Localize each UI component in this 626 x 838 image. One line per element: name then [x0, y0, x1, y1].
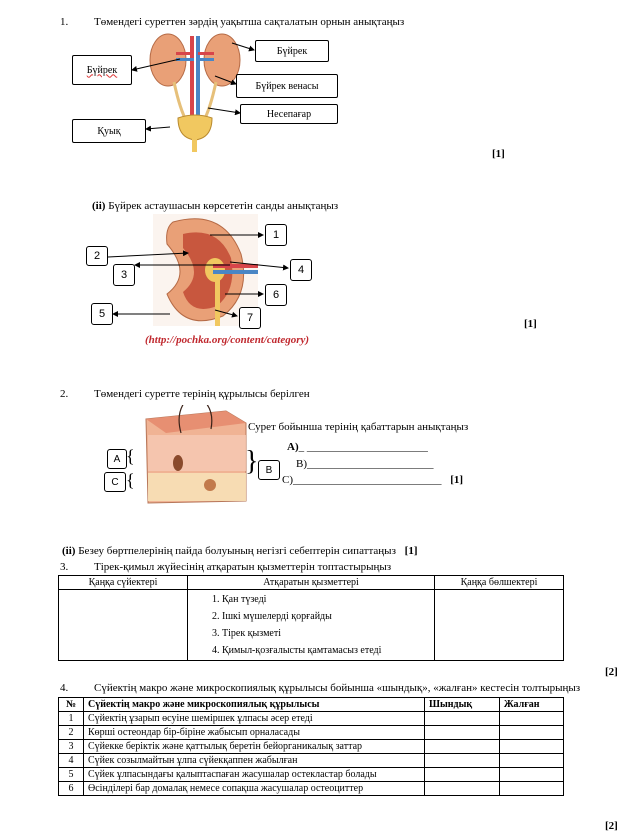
image-source-caption: (http://pochka.org/content/category)	[145, 334, 310, 346]
table-row: 2 Көрші остеондар бір-біріне жабысып орналасады	[59, 726, 564, 740]
q3-question: Тірек-қимыл жүйесінің атқаратын қызметтерін топтастырыңыз	[94, 561, 392, 573]
label-ureter: Несепағар	[240, 104, 338, 124]
layer-box-b: B	[258, 460, 280, 480]
table-row: 6 Өсінділері бар домалақ немесе сопақша жасушалар остеоциттер	[59, 782, 564, 796]
true-cell[interactable]	[425, 768, 500, 782]
skin-structure-illustration	[136, 405, 248, 505]
answer-a: A)_ ______________________	[287, 441, 428, 453]
q4-header-structure: Сүйектің макро және микроскопиялық құрылысы	[84, 698, 425, 712]
number-box-2: 2	[86, 246, 108, 266]
false-cell[interactable]	[499, 782, 563, 796]
true-cell[interactable]	[425, 726, 500, 740]
table-row: 5 Сүйек ұлпасындағы қалыптаспаған жасушалар остекластар болады	[59, 768, 564, 782]
q4-header-true: Шындық	[425, 698, 500, 712]
function-item: 2. Ішкі мүшелерді қорғайды	[212, 611, 332, 622]
q4-header-row	[59, 698, 564, 712]
table-row: 3 Сүйекке беріктік және қаттылық беретін бейорганикалық заттар	[59, 740, 564, 754]
q2-instruction: Сурет бойынша терінің қабаттарын анықтаңыз	[248, 421, 469, 433]
q3-table	[58, 575, 564, 661]
q1-ii-mark: [1]	[524, 318, 537, 330]
answer-b: B)_______________________	[296, 458, 434, 470]
q3-parts-cell[interactable]	[435, 590, 564, 661]
q4-header-number: №	[59, 698, 84, 712]
q4-mark: [2]	[605, 820, 618, 832]
false-cell[interactable]	[499, 754, 563, 768]
true-cell[interactable]	[425, 740, 500, 754]
q3-header-row	[59, 576, 564, 590]
true-cell[interactable]	[425, 782, 500, 796]
false-cell[interactable]	[499, 740, 563, 754]
q1-number: 1.	[60, 16, 69, 28]
number-box-6: 6	[265, 284, 287, 306]
layer-box-c: C	[104, 472, 126, 492]
q1-mark: [1]	[492, 148, 505, 160]
false-cell[interactable]	[499, 726, 563, 740]
label-bladder: Қуық	[72, 119, 146, 143]
q2-number: 2.	[60, 388, 69, 400]
function-item: 3. Тірек қызметі	[212, 628, 281, 639]
function-item: 1. Қан түзеді	[212, 594, 267, 605]
true-cell[interactable]	[425, 754, 500, 768]
q4-header-false: Жалған	[499, 698, 563, 712]
sweat-gland	[204, 479, 216, 491]
table-row: 4 Сүйек созылмайтын ұлпа сүйекқаппен жабылған	[59, 754, 564, 768]
q3-functions-cell	[188, 590, 435, 661]
number-box-5: 5	[91, 303, 113, 325]
hypodermis	[148, 473, 246, 501]
q2-ii-question: (ii) Безеу бөртпелерінің пайда болуының негізгі себептерін сипаттаңыз [1]	[62, 545, 418, 557]
number-box-7: 7	[239, 307, 261, 329]
q3-header-parts: Қаңқа бөлшектері	[435, 576, 564, 590]
q3-bones-cell[interactable]	[59, 590, 188, 661]
q3-header-bones: Қаңқа сүйектері	[59, 576, 188, 590]
q2-question: Төмендегі суретте терінің құрылысы берілген	[94, 388, 310, 400]
q3-mark: [2]	[605, 666, 618, 678]
q4-table	[58, 697, 564, 796]
label-renal-vein: Бүйрек венасы	[236, 74, 338, 98]
q4-question: Сүйектің макро және микроскопиялық құрылысы бойынша «шындық», «жалған» кестесін толтырыңыз	[94, 682, 581, 694]
q3-header-functions: Атқаратын қызметтері	[188, 576, 435, 590]
number-box-4: 4	[290, 259, 312, 281]
function-item: 4. Қимыл-қозғалысты қамтамасыз етеді	[212, 645, 382, 656]
false-cell[interactable]	[499, 768, 563, 782]
q1-ii-question: (ii) Бүйрек астаушасын көрсететін санды анықтаңыз	[92, 200, 339, 212]
number-box-1: 1	[265, 224, 287, 246]
q3-number: 3.	[60, 561, 69, 573]
false-cell[interactable]	[499, 712, 563, 726]
table-row: 1 Сүйектің ұзарып өсуіне шеміршек ұлпасы әсер етеді	[59, 712, 564, 726]
layer-box-a: A	[107, 449, 127, 469]
q1-pointer-arrows	[0, 0, 626, 160]
label-renal-artery: Бүйрек	[72, 55, 132, 85]
true-cell[interactable]	[425, 712, 500, 726]
q3-body-row	[59, 590, 564, 661]
dermis	[148, 435, 246, 471]
q1-question: Төмендегі суреттен зәрдің уақытша сақталатын орнын анықтаңыз	[94, 16, 405, 28]
q4-number: 4.	[60, 682, 69, 694]
hair-follicle	[173, 455, 183, 471]
number-box-3: 3	[113, 264, 135, 286]
label-kidney: Бүйрек	[255, 40, 329, 62]
answer-c: C)___________________________ [1]	[282, 474, 464, 486]
